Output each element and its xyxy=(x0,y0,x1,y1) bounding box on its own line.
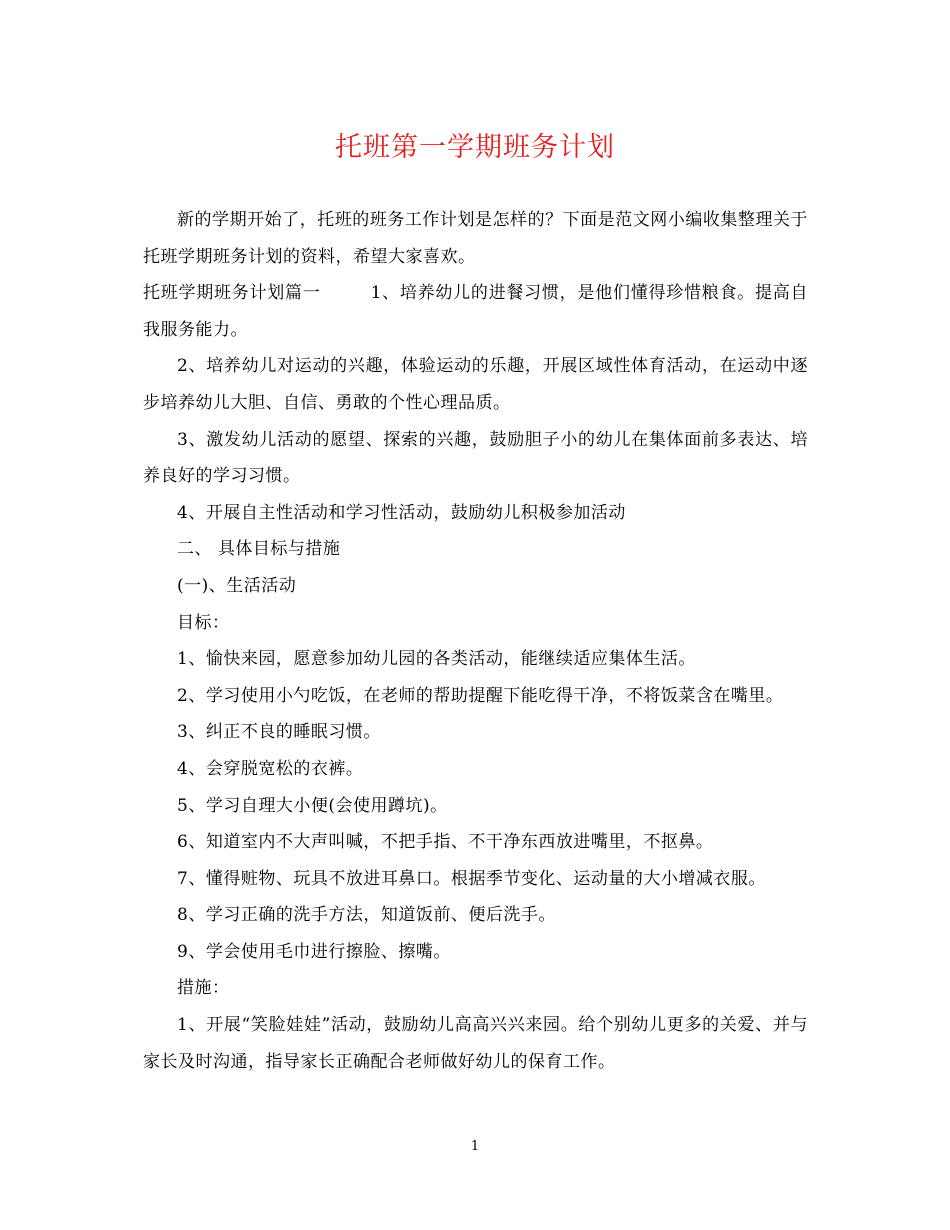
section-two-heading: 二、 具体目标与措施 xyxy=(177,539,341,560)
target-item: 2、学习使用小勺吃饭，在老师的帮助提醒下能吃得干净，不将饭菜含在嘴里。 xyxy=(177,685,784,706)
target-item: 9、学会使用毛巾进行擦脸、擦嘴。 xyxy=(177,941,451,962)
document-body xyxy=(143,202,808,1080)
target-item: 4、会穿脱宽松的衣裤。 xyxy=(177,758,364,779)
goal-item: 4、开展自主性活动和学习性活动，鼓励幼儿积极参加活动 xyxy=(177,502,626,523)
subsection-heading: (一)、生活活动 xyxy=(177,575,297,596)
section-first-item: 1、培养幼儿的进餐习惯，是他们懂得珍惜粮食。提高自我服务能力。 xyxy=(143,283,808,340)
intro-paragraph: 新的学期开始了，托班的班务工作计划是怎样的？下面是范文网小编收集整理关于托班学期班务计划的资料，希望大家喜欢。 xyxy=(143,210,808,267)
target-item: 3、纠正不良的睡眠习惯。 xyxy=(177,722,381,743)
goal-item: 3、激发幼儿活动的愿望、探索的兴趣，鼓励胆子小的幼儿在集体面前多表达、培养良好的学习习惯。 xyxy=(143,429,808,487)
targets-label: 目标： xyxy=(177,612,230,633)
target-item: 5、学习自理大小便(会使用蹲坑)。 xyxy=(177,795,448,816)
target-item: 1、愉快来园，愿意参加幼儿园的各类活动，能继续适应集体生活。 xyxy=(177,649,696,670)
target-item: 6、知道室内不大声叫喊，不把手指、不干净东西放进嘴里，不抠鼻。 xyxy=(177,832,714,853)
section-heading: 托班学期班务计划篇一 xyxy=(143,283,321,304)
document-title: 托班第一学期班务计划 xyxy=(335,132,615,163)
measures-label: 措施： xyxy=(177,978,230,999)
target-item: 8、学习正确的洗手方法，知道饭前、便后洗手。 xyxy=(177,905,556,926)
goal-item: 2、培养幼儿对运动的兴趣，体验运动的乐趣，开展区域性体育活动，在运动中逐步培养幼儿大胆、自信、勇敢的个性心理品质。 xyxy=(143,356,808,413)
target-item: 7、懂得赃物、玩具不放进耳鼻口。根据季节变化、运动量的大小增减衣服。 xyxy=(177,868,766,889)
page-number: 1 xyxy=(470,1139,480,1154)
section-one-paragraph xyxy=(143,275,808,348)
measure-item: 1、开展“笑脸娃娃”活动，鼓励幼儿高高兴兴来园。给个别幼儿更多的关爱、并与家长及时沟通，指导家长正确配合老师做好幼儿的保育工作。 xyxy=(143,1015,808,1072)
